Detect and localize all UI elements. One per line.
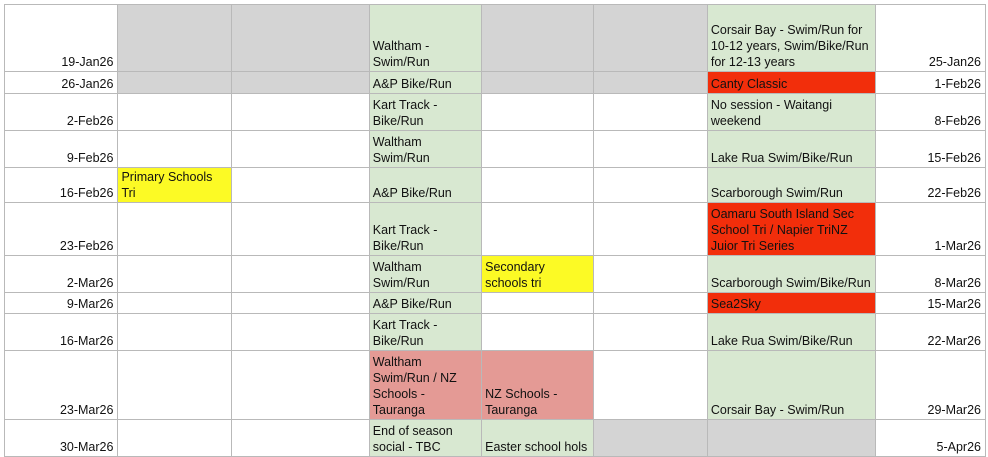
empty-cell[interactable] <box>231 314 369 351</box>
primary-cell[interactable] <box>118 256 231 293</box>
secondary-cell[interactable] <box>482 168 594 203</box>
empty-cell[interactable] <box>231 72 369 94</box>
empty-cell[interactable] <box>594 256 707 293</box>
week-end-cell[interactable]: 15-Feb26 <box>875 131 985 168</box>
empty-cell[interactable] <box>231 256 369 293</box>
event-cell[interactable]: Lake Rua Swim/Bike/Run <box>707 131 875 168</box>
event-cell[interactable]: Scarborough Swim/Run <box>707 168 875 203</box>
empty-cell[interactable] <box>594 72 707 94</box>
table-row <box>5 314 986 351</box>
empty-cell[interactable] <box>594 293 707 314</box>
week-start-cell[interactable]: 19-Jan26 <box>5 5 118 72</box>
session-cell[interactable]: Kart Track - Bike/Run <box>369 203 481 256</box>
primary-cell[interactable] <box>118 203 231 256</box>
table-row <box>5 293 986 314</box>
secondary-cell[interactable] <box>482 293 594 314</box>
table-row <box>5 256 986 293</box>
primary-cell[interactable] <box>118 351 231 420</box>
primary-cell[interactable] <box>118 5 231 72</box>
empty-cell[interactable] <box>231 293 369 314</box>
primary-cell[interactable] <box>118 72 231 94</box>
event-cell[interactable]: Sea2Sky <box>707 293 875 314</box>
week-start-cell[interactable]: 9-Feb26 <box>5 131 118 168</box>
session-cell[interactable]: Waltham Swim/Run <box>369 131 481 168</box>
event-cell[interactable] <box>707 420 875 457</box>
empty-cell[interactable] <box>231 420 369 457</box>
secondary-cell[interactable]: Easter school hols <box>482 420 594 457</box>
event-cell[interactable]: Corsair Bay - Swim/Run for 10-12 years, Swim/Bike/Run for 12-13 years <box>707 5 875 72</box>
event-cell[interactable]: Canty Classic <box>707 72 875 94</box>
week-start-cell[interactable]: 23-Feb26 <box>5 203 118 256</box>
week-start-cell[interactable]: 23-Mar26 <box>5 351 118 420</box>
empty-cell[interactable] <box>231 131 369 168</box>
event-cell[interactable]: No session - Waitangi weekend <box>707 94 875 131</box>
week-end-cell[interactable]: 1-Feb26 <box>875 72 985 94</box>
table-row <box>5 420 986 457</box>
empty-cell[interactable] <box>594 5 707 72</box>
secondary-cell[interactable] <box>482 314 594 351</box>
secondary-cell[interactable] <box>482 131 594 168</box>
session-cell[interactable]: Kart Track - Bike/Run <box>369 314 481 351</box>
week-start-cell[interactable]: 26-Jan26 <box>5 72 118 94</box>
table-row <box>5 94 986 131</box>
empty-cell[interactable] <box>594 351 707 420</box>
week-start-cell[interactable]: 2-Feb26 <box>5 94 118 131</box>
empty-cell[interactable] <box>231 94 369 131</box>
week-end-cell[interactable]: 8-Mar26 <box>875 256 985 293</box>
empty-cell[interactable] <box>231 351 369 420</box>
primary-cell[interactable] <box>118 94 231 131</box>
session-cell[interactable]: Kart Track - Bike/Run <box>369 94 481 131</box>
event-cell[interactable]: Lake Rua Swim/Bike/Run <box>707 314 875 351</box>
secondary-cell[interactable]: NZ Schools - Tauranga <box>482 351 594 420</box>
schedule-table <box>4 4 986 457</box>
week-end-cell[interactable]: 5-Apr26 <box>875 420 985 457</box>
primary-cell[interactable] <box>118 131 231 168</box>
table-row <box>5 72 986 94</box>
secondary-cell[interactable]: Secondary schools tri <box>482 256 594 293</box>
week-end-cell[interactable]: 15-Mar26 <box>875 293 985 314</box>
secondary-cell[interactable] <box>482 5 594 72</box>
week-start-cell[interactable]: 30-Mar26 <box>5 420 118 457</box>
secondary-cell[interactable] <box>482 72 594 94</box>
event-cell[interactable]: Corsair Bay - Swim/Run <box>707 351 875 420</box>
empty-cell[interactable] <box>594 420 707 457</box>
table-row <box>5 131 986 168</box>
week-start-cell[interactable]: 16-Mar26 <box>5 314 118 351</box>
empty-cell[interactable] <box>594 131 707 168</box>
week-end-cell[interactable]: 8-Feb26 <box>875 94 985 131</box>
empty-cell[interactable] <box>594 314 707 351</box>
primary-cell[interactable] <box>118 420 231 457</box>
session-cell[interactable]: Waltham - Swim/Run <box>369 5 481 72</box>
event-cell[interactable]: Oamaru South Island Sec School Tri / Napier TriNZ Juior Tri Series <box>707 203 875 256</box>
week-end-cell[interactable]: 22-Mar26 <box>875 314 985 351</box>
primary-cell[interactable] <box>118 314 231 351</box>
week-end-cell[interactable]: 25-Jan26 <box>875 5 985 72</box>
table-row <box>5 351 986 420</box>
event-cell[interactable]: Scarborough Swim/Bike/Run <box>707 256 875 293</box>
session-cell[interactable]: A&P Bike/Run <box>369 293 481 314</box>
empty-cell[interactable] <box>594 168 707 203</box>
week-end-cell[interactable]: 22-Feb26 <box>875 168 985 203</box>
empty-cell[interactable] <box>231 203 369 256</box>
secondary-cell[interactable] <box>482 94 594 131</box>
table-row <box>5 5 986 72</box>
week-end-cell[interactable]: 29-Mar26 <box>875 351 985 420</box>
secondary-cell[interactable] <box>482 203 594 256</box>
empty-cell[interactable] <box>231 168 369 203</box>
session-cell[interactable]: A&P Bike/Run <box>369 72 481 94</box>
week-start-cell[interactable]: 16-Feb26 <box>5 168 118 203</box>
primary-cell[interactable] <box>118 293 231 314</box>
table-row <box>5 203 986 256</box>
empty-cell[interactable] <box>231 5 369 72</box>
week-start-cell[interactable]: 2-Mar26 <box>5 256 118 293</box>
week-end-cell[interactable]: 1-Mar26 <box>875 203 985 256</box>
session-cell[interactable]: Waltham Swim/Run / NZ Schools - Tauranga <box>369 351 481 420</box>
empty-cell[interactable] <box>594 203 707 256</box>
session-cell[interactable]: Waltham Swim/Run <box>369 256 481 293</box>
primary-cell[interactable]: Primary Schools Tri <box>118 168 231 203</box>
table-row <box>5 168 986 203</box>
empty-cell[interactable] <box>594 94 707 131</box>
session-cell[interactable]: End of season social - TBC <box>369 420 481 457</box>
session-cell[interactable]: A&P Bike/Run <box>369 168 481 203</box>
week-start-cell[interactable]: 9-Mar26 <box>5 293 118 314</box>
